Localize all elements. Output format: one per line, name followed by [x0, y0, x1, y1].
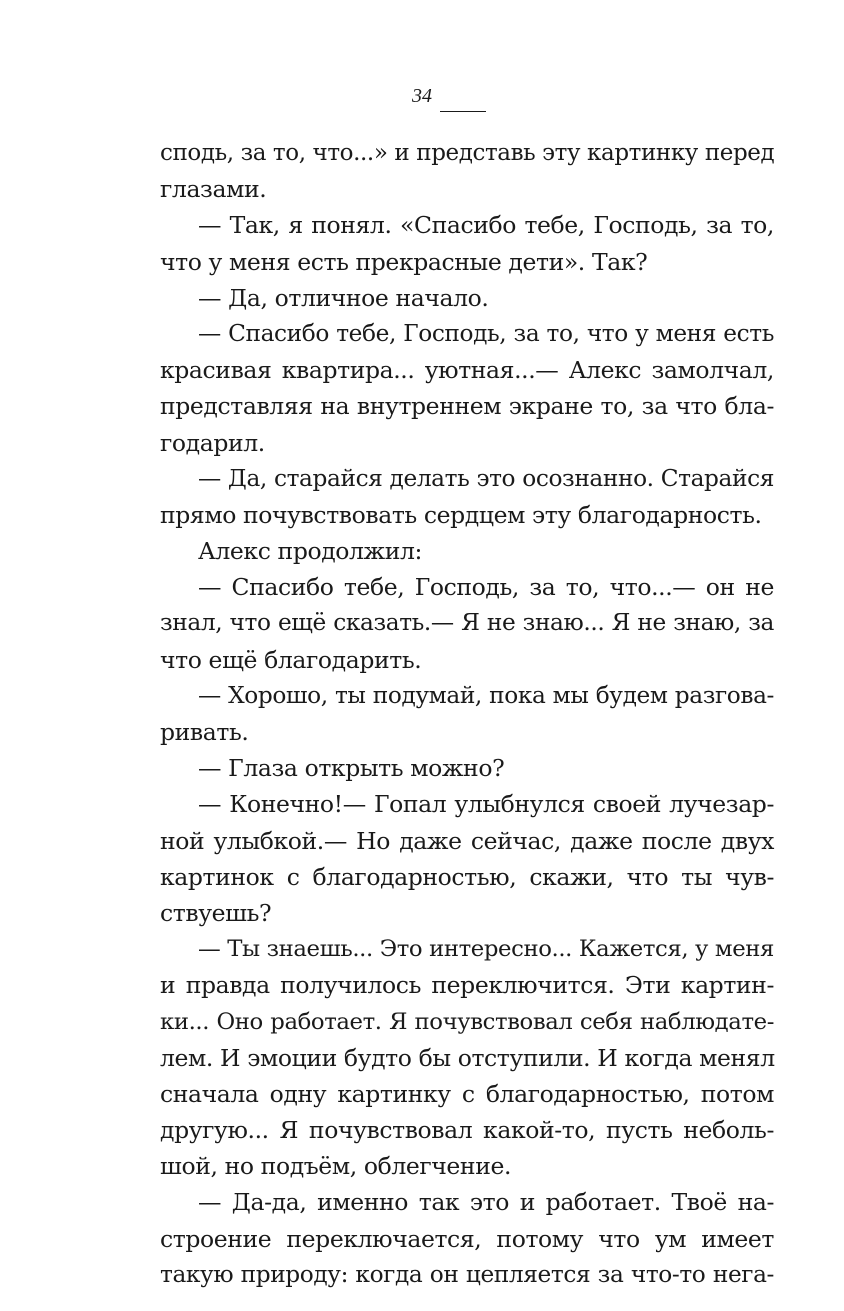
text-line: ки... Оно работает. Я почувствовал себя наблюдате- — [160, 1008, 774, 1035]
text-line: — Конечно!— Гопал улыбнулся своей лучезар- — [198, 790, 774, 819]
text-line: шой, но подъём, облегчение. — [160, 1152, 512, 1181]
text-line: — Да, отличное начало. — [198, 283, 489, 312]
page-number: 34 — [412, 85, 432, 107]
text-line: — Да, старайся делать это осознанно. Старайся — [198, 464, 774, 492]
text-line: годарил. — [160, 428, 265, 457]
text-line: и правда получилось переключится. Эти картин- — [160, 971, 774, 1000]
text-line: лем. И эмоции будто бы отступили. И когда менял — [160, 1043, 775, 1072]
text-line: строение переключается, потому что ум имеет — [160, 1224, 774, 1253]
text-line: что у меня есть прекрасные дети». Так? — [160, 247, 648, 276]
page-number-underline — [440, 111, 486, 112]
text-line: сподь, за то, что...» и представь эту картинку перед — [160, 140, 775, 166]
text-line: прямо почувствовать сердцем эту благодарность. — [160, 500, 762, 529]
text-line: знал, что ещё сказать.— Я не знаю... Я не знаю, за — [160, 609, 774, 637]
text-line: — Спасибо тебе, Господь, за то, что у меня есть — [198, 319, 774, 347]
text-line: — Хорошо, ты подумай, пока мы будем разгова- — [198, 681, 774, 709]
text-line: представляя на внутреннем экране то, за что бла- — [160, 392, 774, 421]
text-line: другую... Я почувствовал какой-то, пусть неболь- — [160, 1116, 774, 1145]
text-body — [160, 135, 774, 1293]
text-line: ривать. — [160, 718, 249, 746]
text-line: — Глаза открыть можно? — [198, 754, 505, 783]
text-line: — Да-да, именно так это и работает. Твоё на- — [198, 1188, 774, 1217]
text-line: — Спасибо тебе, Господь, за то, что...— он не — [198, 573, 774, 602]
text-line: картинок с благодарностью, скажи, что ты чув- — [160, 862, 774, 891]
text-line: ной улыбкой.— Но даже сейчас, даже после двух — [160, 826, 774, 855]
text-line: — Так, я понял. «Спасибо тебе, Господь, за то, — [198, 211, 774, 240]
text-line: глазами. — [160, 175, 267, 204]
text-line: такую природу: когда он цепляется за что-то нега- — [160, 1260, 774, 1288]
text-line: красивая квартира... уютная...— Алекс замолчал, — [160, 356, 774, 385]
text-line: что ещё благодарить. — [160, 645, 422, 674]
text-line: Алекс продолжил: — [198, 537, 423, 566]
text-line: — Ты знаешь... Это интересно... Кажется, у меня — [198, 936, 774, 963]
text-line: сначала одну картинку с благодарностью, потом — [160, 1079, 774, 1108]
text-line: ствуешь? — [160, 898, 272, 927]
